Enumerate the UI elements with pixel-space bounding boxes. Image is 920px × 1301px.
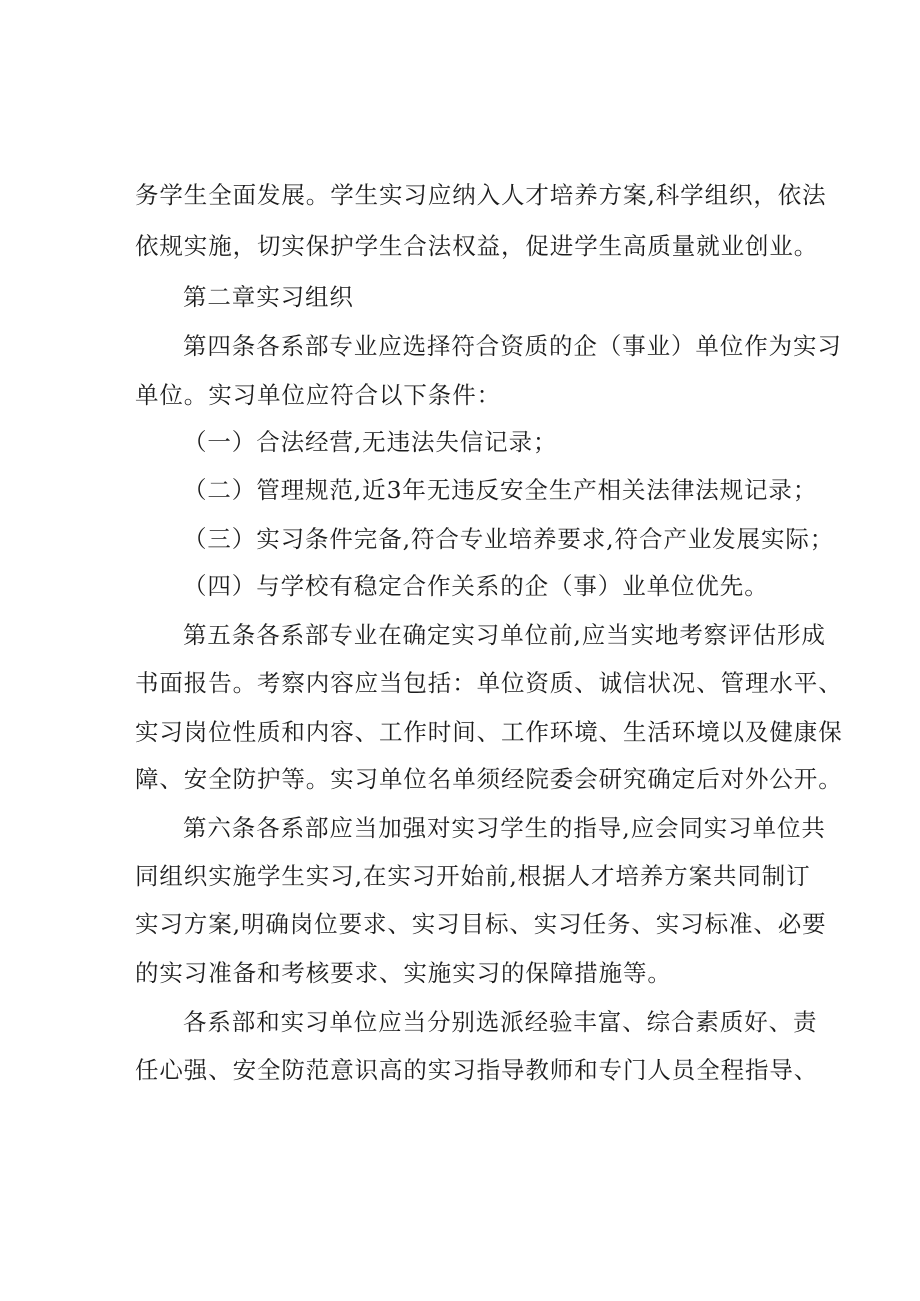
- text-line: 务学生全面发展。学生实习应纳入人才培养方案,科学组织，依法: [135, 181, 827, 209]
- text-line: 实习方案,明确岗位要求、实习目标、实习任务、实习标准、必要: [135, 910, 827, 938]
- chapter-heading: 第二章实习组织: [183, 283, 354, 311]
- list-item: （一）合法经营,无违法失信记录；: [183, 428, 558, 456]
- text-line: 同组织实施学生实习,在实习开始前,根据人才培养方案共同制订: [135, 862, 811, 890]
- list-item: （二）管理规范,近3年无违反安全生产相关法律法规记录；: [183, 476, 818, 504]
- text-line: 依规实施，切实保护学生合法权益，促进学生高质量就业创业。: [135, 232, 819, 260]
- text-line: 任心强、安全防范意识高的实习指导教师和专门人员全程指导、: [135, 1056, 819, 1084]
- text-line: 障、安全防护等。实习单位名单须经院委会研究确定后对外公开。: [135, 765, 843, 793]
- text-line: 实习岗位性质和内容、工作时间、工作环境、生活环境以及健康保: [135, 718, 843, 746]
- text-line: 第五条各系部专业在确定实习单位前,应当实地考察评估形成: [183, 621, 826, 649]
- list-item: （三）实习条件完备,符合专业培养要求,符合产业发展实际；: [183, 525, 835, 553]
- text-line: 第六条各系部应当加强对实习学生的指导,应会同实习单位共: [183, 814, 826, 842]
- text-line: 各系部和实习单位应当分别选派经验丰富、综合素质好、责: [183, 1008, 818, 1036]
- text-line: 单位。实习单位应符合以下条件：: [135, 381, 501, 409]
- text-line: 第四条各系部专业应选择符合资质的企（事业）单位作为实习: [183, 332, 842, 360]
- text-line: 的实习准备和考核要求、实施实习的保障措施等。: [135, 959, 672, 987]
- text-line: 书面报告。考察内容应当包括：单位资质、诚信状况、管理水平、: [135, 669, 843, 697]
- list-item: （四）与学校有稳定合作关系的企（事）业单位优先。: [183, 572, 769, 600]
